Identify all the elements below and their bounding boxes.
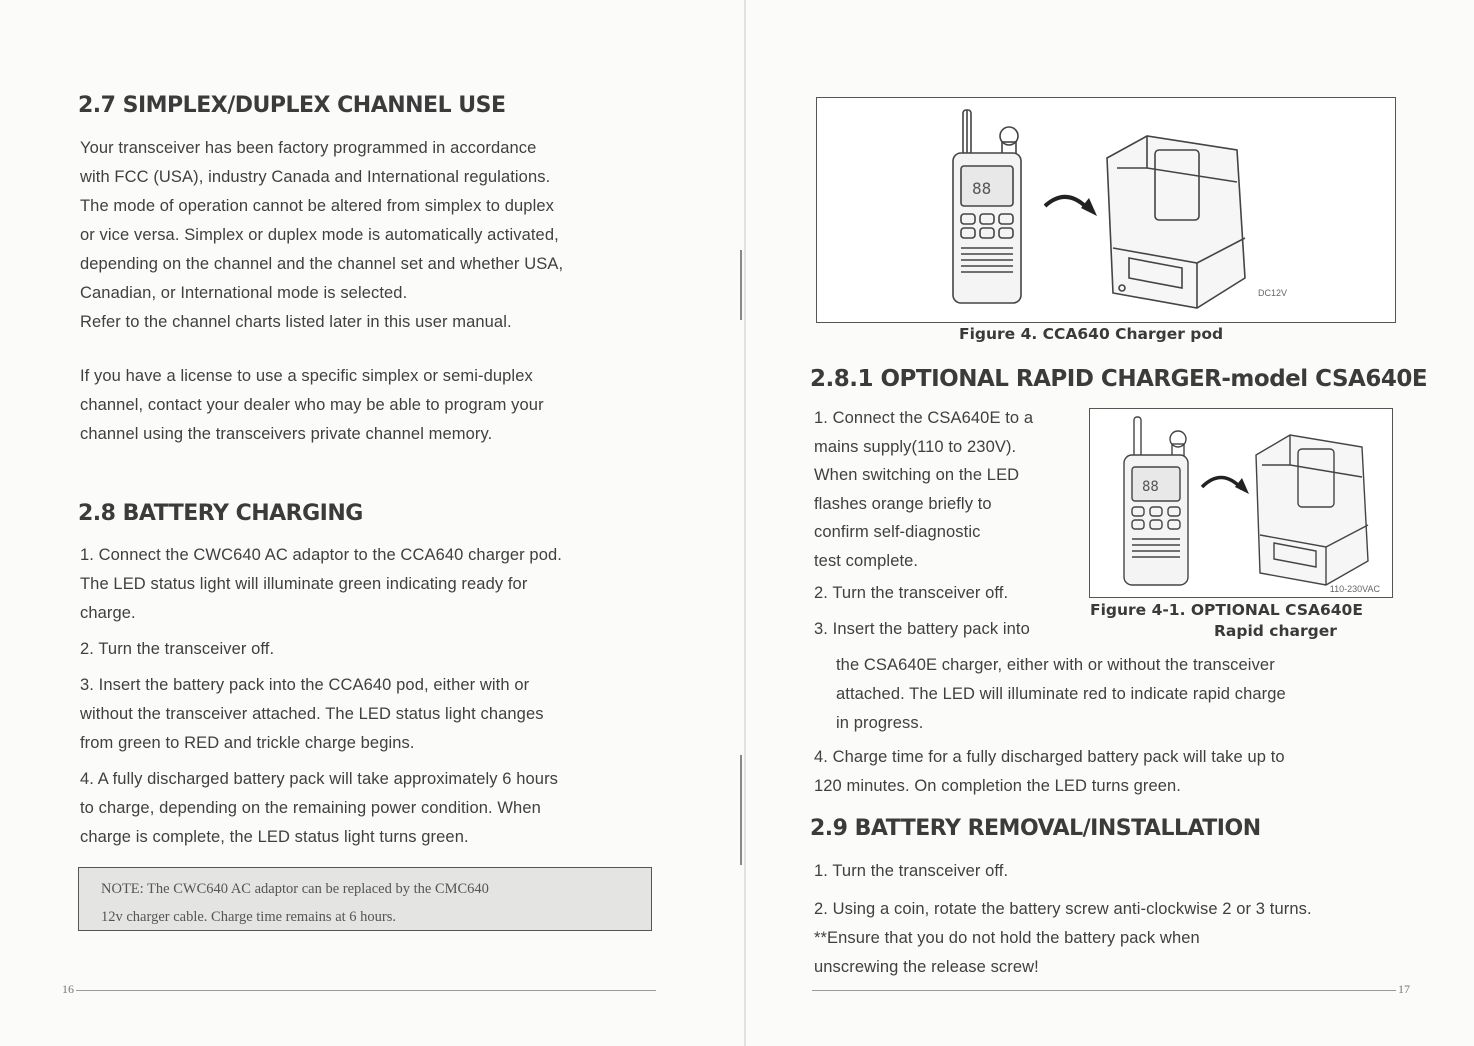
text-line: channel using the transceivers private channel memory.: [80, 425, 493, 443]
section-2-8-1-heading: 2.8.1 OPTIONAL RAPID CHARGER-model CSA640E: [810, 366, 1428, 392]
text-line: with FCC (USA), industry Canada and International regulations.: [80, 168, 551, 186]
page-number: 16: [62, 982, 74, 996]
figure-4-1-tag: 110-230VAC: [1329, 584, 1380, 594]
text-line: 2. Turn the transceiver off.: [814, 584, 1009, 602]
section-2-8-1-item4: [814, 743, 1454, 808]
text-line: 1. Turn the transceiver off.: [814, 862, 1009, 880]
text-line: in progress.: [836, 714, 924, 732]
figure-4-1-caption-sub: Rapid charger: [1214, 622, 1337, 640]
figure-4-tag: DC12V: [1257, 288, 1287, 298]
text-line: channel, contact your dealer who may be able to program your: [80, 396, 544, 414]
text-line: test complete.: [814, 551, 919, 570]
list-item: [814, 743, 1454, 801]
text-line: 3. Insert the battery pack into: [814, 620, 1030, 638]
rapid-charger-illustration: [1090, 409, 1392, 597]
footer-rule: [76, 990, 656, 991]
figure-4-1-caption: Figure 4-1. OPTIONAL CSA640E: [1090, 601, 1363, 619]
text-line: charge is complete, the LED status light turns green.: [80, 828, 469, 846]
text-line: Canadian, or International mode is selected.: [80, 284, 408, 302]
text-line: **Ensure that you do not hold the battery pack when: [814, 929, 1200, 947]
section-2-8-heading: 2.8 BATTERY CHARGING: [78, 501, 363, 526]
rapid-charger-drawing: [1256, 435, 1368, 585]
right-page: [746, 0, 1474, 1046]
text-line: 4. Charge time for a fully discharged battery pack will take up to: [814, 748, 1285, 766]
section-2-7-heading: 2.7 SIMPLEX/DUPLEX CHANNEL USE: [78, 93, 506, 118]
text-line: attached. The LED will illuminate red to indicate rapid charge: [836, 685, 1286, 703]
section-2-8-1-item3-cont: [836, 651, 1436, 738]
text-line: the CSA640E charger, either with or without the transceiver: [836, 656, 1275, 674]
section-2-8-1-item1: [814, 404, 1114, 582]
page-number: 17: [1398, 982, 1410, 996]
text-line: 1. Connect the CWC640 AC adaptor to the CCA640 charger pod.: [80, 546, 562, 564]
text-line: charge.: [80, 604, 136, 622]
section-2-9-item2: [814, 895, 1454, 989]
list-item: [814, 895, 1454, 982]
text-line: If you have a license to use a specific simplex or semi-duplex: [80, 367, 533, 385]
section-2-9-heading: 2.9 BATTERY REMOVAL/INSTALLATION: [810, 816, 1261, 841]
note-line: NOTE: The CWC640 AC adaptor can be replaced by the CMC640: [101, 881, 489, 897]
text-line: or vice versa. Simplex or duplex mode is automatically activated,: [80, 226, 559, 244]
text-line: The LED status light will illuminate green indicating ready for: [80, 575, 528, 593]
figure-4-box: [816, 97, 1396, 323]
text-line: 3. Insert the battery pack into the CCA640 pod, either with or: [80, 676, 530, 694]
text-line: Refer to the channel charts listed later in this user manual.: [80, 313, 512, 331]
text-line: The mode of operation cannot be altered from simplex to duplex: [80, 197, 554, 215]
text-line: mains supply(110 to 230V).: [814, 437, 1017, 456]
section-2-8-1-item3: [814, 615, 1030, 644]
text-line: Your transceiver has been factory programmed in accordance: [80, 139, 537, 157]
list-item: [814, 404, 1114, 575]
text-line: confirm self-diagnostic: [814, 523, 981, 541]
svg-text:88: 88: [1142, 479, 1159, 495]
note-line: 12v charger cable. Charge time remains at 6 hours.: [101, 909, 397, 925]
svg-text:88: 88: [972, 179, 992, 198]
charger-pod-illustration: [817, 98, 1395, 322]
text-line: from green to RED and trickle charge begins.: [80, 734, 415, 752]
section-2-7-para2: [80, 362, 680, 449]
figure-4-caption: Figure 4. CCA640 Charger pod: [959, 325, 1224, 343]
section-2-7-para1: [80, 134, 680, 337]
section-2-9-item1: [814, 857, 1008, 886]
text-line: When switching on the LED: [814, 466, 1020, 484]
text-line: 120 minutes. On completion the LED turns green.: [814, 777, 1181, 795]
section-2-8-list: [80, 541, 680, 859]
text-line: 2. Turn the transceiver off.: [80, 640, 275, 658]
list-item: [80, 765, 680, 852]
list-item: [80, 541, 680, 628]
transceiver-drawing: [1124, 417, 1188, 585]
text-line: without the transceiver attached. The LED status light changes: [80, 705, 544, 723]
transceiver-drawing: [953, 110, 1021, 303]
footer-rule: [812, 990, 1396, 991]
note-box: [78, 867, 652, 931]
list-item: [80, 671, 680, 758]
charger-pod-drawing: [1107, 136, 1245, 308]
text-line: 2. Using a coin, rotate the battery screw anti-clockwise 2 or 3 turns.: [814, 900, 1312, 918]
list-item: [80, 635, 680, 664]
text-line: 1. Connect the CSA640E to a: [814, 409, 1034, 427]
text-line: to charge, depending on the remaining power condition. When: [80, 799, 541, 817]
text-line: depending on the channel and the channel set and whether USA,: [80, 255, 564, 273]
text-line: 4. A fully discharged battery pack will take approximately 6 hours: [80, 770, 559, 788]
figure-4-1-box: [1089, 408, 1393, 598]
section-2-8-1-item2: [814, 579, 1008, 608]
text-line: flashes orange briefly to: [814, 494, 992, 513]
text-line: unscrewing the release screw!: [814, 958, 1039, 976]
